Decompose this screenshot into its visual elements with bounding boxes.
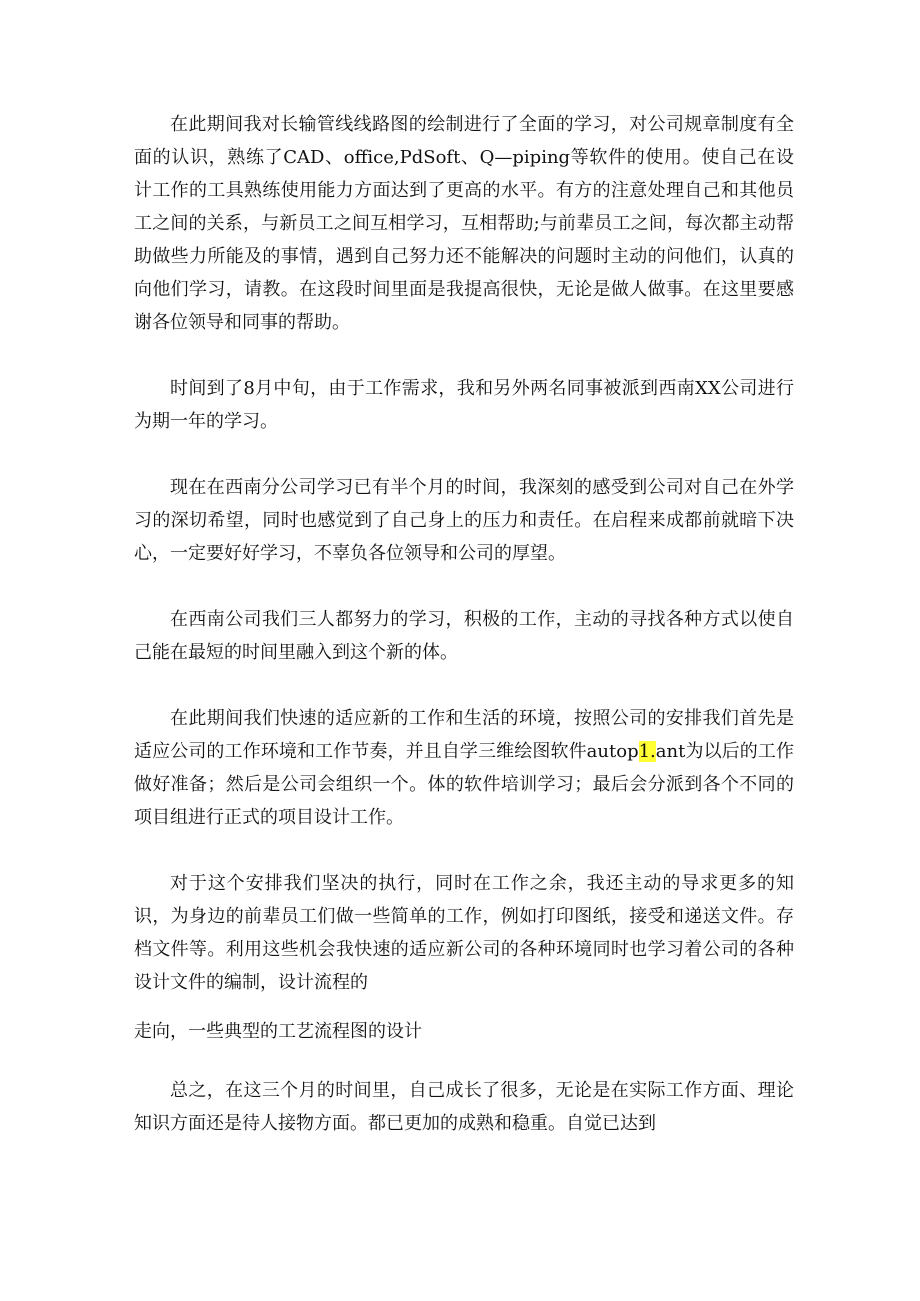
paragraph-7: 走向，一些典型的工艺流程图的设计 xyxy=(134,1021,422,1042)
paragraph-5-before: 在此期间我们快速的适应新的工作和生活的环境，按照公司的安排我们首先是适应公司的工作环境和工作节奏，并且自学三维绘图软件autop xyxy=(134,708,794,762)
paragraph-2: 时间到了8月中旬，由于工作需求，我和另外两名同事被派到西南XX公司进行为期一年的学习。 xyxy=(134,378,794,432)
paragraph-8: 总之，在这三个月的时间里，自己成长了很多，无论是在实际工作方面、理论知识方面还是待人接物方面。都已更加的成熟和稳重。自觉已达到 xyxy=(134,1080,794,1134)
paragraph-4: 在西南公司我们三人都努力的学习，积极的工作，主动的寻找各种方式以使自己能在最短的时间里融入到这个新的体。 xyxy=(134,609,794,663)
paragraph-6: 对于这个安排我们坚决的执行，同时在工作之余，我还主动的导求更多的知识，为身边的前辈员工们做一些简单的工作，例如打印图纸，接受和递送文件。存档文件等。利用这些机会我快速的适应新公司的各种环境同时也学习着公司的各种设计文件的编制，设计流程的 xyxy=(134,873,794,993)
paragraph-3: 现在在西南分公司学习已有半个月的时间，我深刻的感受到公司对自己在外学习的深切希望，同时也感觉到了自己身上的压力和责任。在启程来成都前就暗下决心，一定要好好学习，不辜负各位领导和公司的厚望。 xyxy=(134,477,794,564)
paragraph-1: 在此期间我对长输管线线路图的绘制进行了全面的学习，对公司规章制度有全面的认识，熟练了CAD、office,PdSoft、Q—piping等软件的使用。使自己在设计工作的工具熟练使用能力方面达到了更高的水平。有方的注意处理自己和其他员工之间的关系，与新员工之间互相学习，互相帮助;与前辈员工之间，每次都主动帮助做些力所能及的事情，遇到自己努力还不能解决的问题时主动的问他们，认真的向他们学习，请教。在这段时间里面是我提高很快，无论是做人做事。在这里要感谢各位领导和同事的帮助。 xyxy=(134,114,794,333)
paragraph-5-after: ant为以后的工作做好准备；然后是公司会组织一个。体的软件培训学习；最后会分派到各个不同的项目组进行正式的项目设计工作。 xyxy=(134,741,794,828)
paragraph-5 xyxy=(134,702,794,834)
highlighted-text: 1. xyxy=(638,741,656,762)
document-body xyxy=(134,108,794,1173)
